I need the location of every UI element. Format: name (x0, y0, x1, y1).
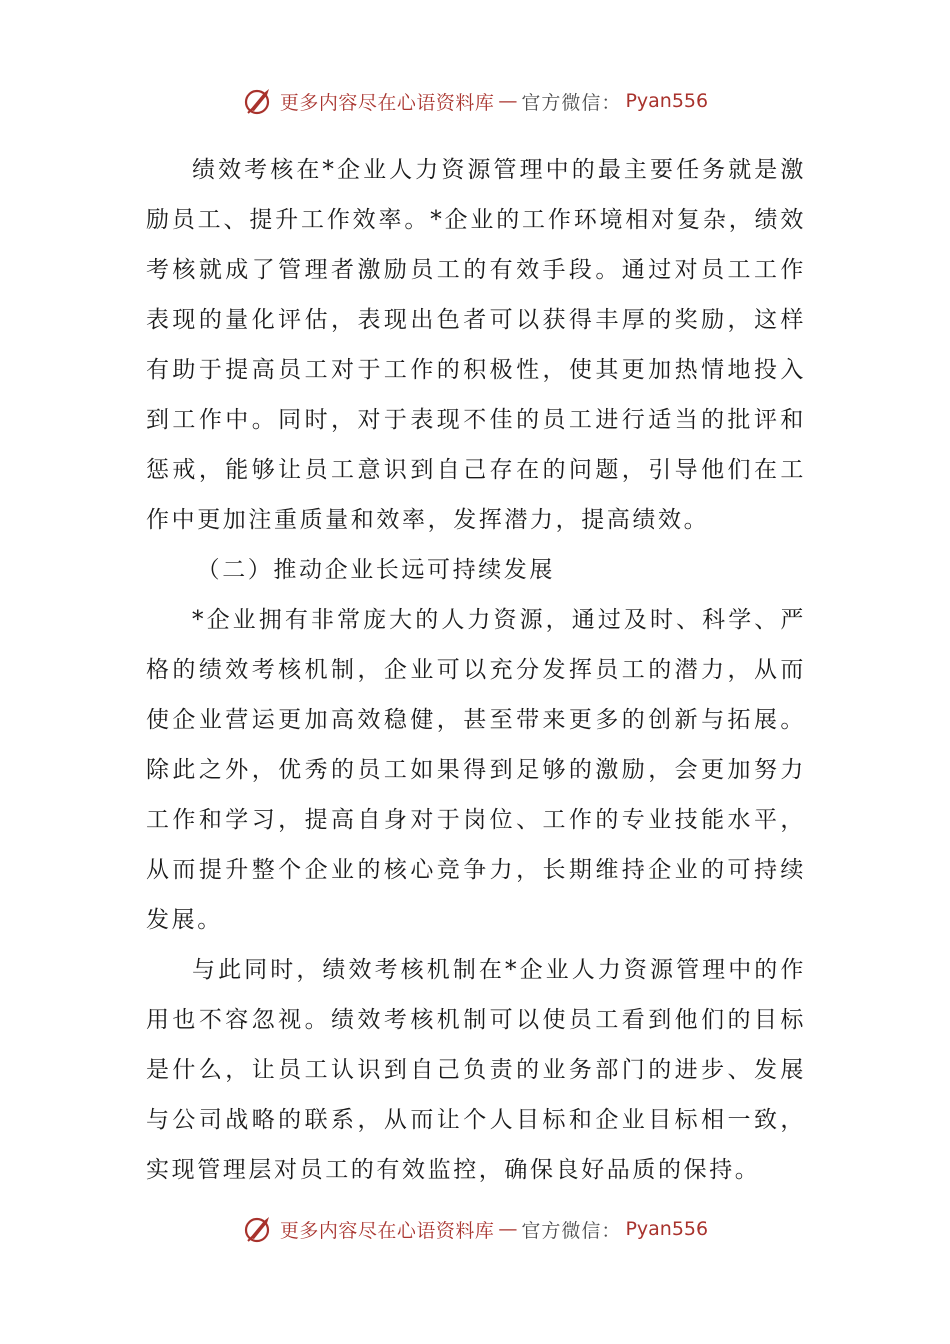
footer-watermark (0, 1212, 950, 1246)
pen-logo-icon (242, 84, 276, 118)
header-watermark (0, 84, 950, 118)
paragraph-2: *企业拥有非常庞大的人力资源，通过及时、科学、严格的绩效考核机制，企业可以充分发挥员工的潜力，从而使企业营运更加高效稳健，甚至带来更多的创新与拓展。除此之外，优秀的员工如果得到足够的激励，会更加努力工作和学习，提高自身对于岗位、工作的专业技能水平，从而提升整个企业的核心竞争力，长期维持企业的可持续发展。 (146, 607, 806, 933)
watermark-text: 更多内容尽在心语资料库 (279, 1219, 495, 1242)
document-body (146, 145, 806, 1195)
watermark-separator: — (498, 1218, 518, 1240)
watermark-official-label: 官方微信： (521, 1219, 622, 1242)
section-heading: （二）推动企业长远可持续发展 (196, 557, 555, 583)
paragraph-3: 与此同时，绩效考核机制在*企业人力资源管理中的作用也不容忽视。绩效考核机制可以使员工看到他们的目标是什么，让员工认识到自己负责的业务部门的进步、发展与公司战略的联系，从而让个人目标和企业目标相一致，实现管理层对员工的有效监控，确保良好品质的保持。 (146, 957, 806, 1183)
watermark-separator: — (498, 90, 518, 112)
watermark-official-label: 官方微信： (521, 91, 622, 114)
watermark-text: 更多内容尽在心语资料库 (279, 91, 495, 114)
paragraph-1: 绩效考核在*企业人力资源管理中的最主要任务就是激励员工、提升工作效率。*企业的工作环境相对复杂，绩效考核就成了管理者激励员工的有效手段。通过对员工工作表现的量化评估，表现出色者可以获得丰厚的奖励，这样有助于提高员工对于工作的积极性，使其更加热情地投入到工作中。同时，对于表现不佳的员工进行适当的批评和惩戒，能够让员工意识到自己存在的问题，引导他们在工作中更加注重质量和效率，发挥潜力，提高绩效。 (146, 157, 806, 533)
watermark-wechat-id: Pyan556 (625, 90, 709, 112)
watermark-wechat-id: Pyan556 (625, 1218, 709, 1240)
pen-logo-icon (242, 1212, 276, 1246)
